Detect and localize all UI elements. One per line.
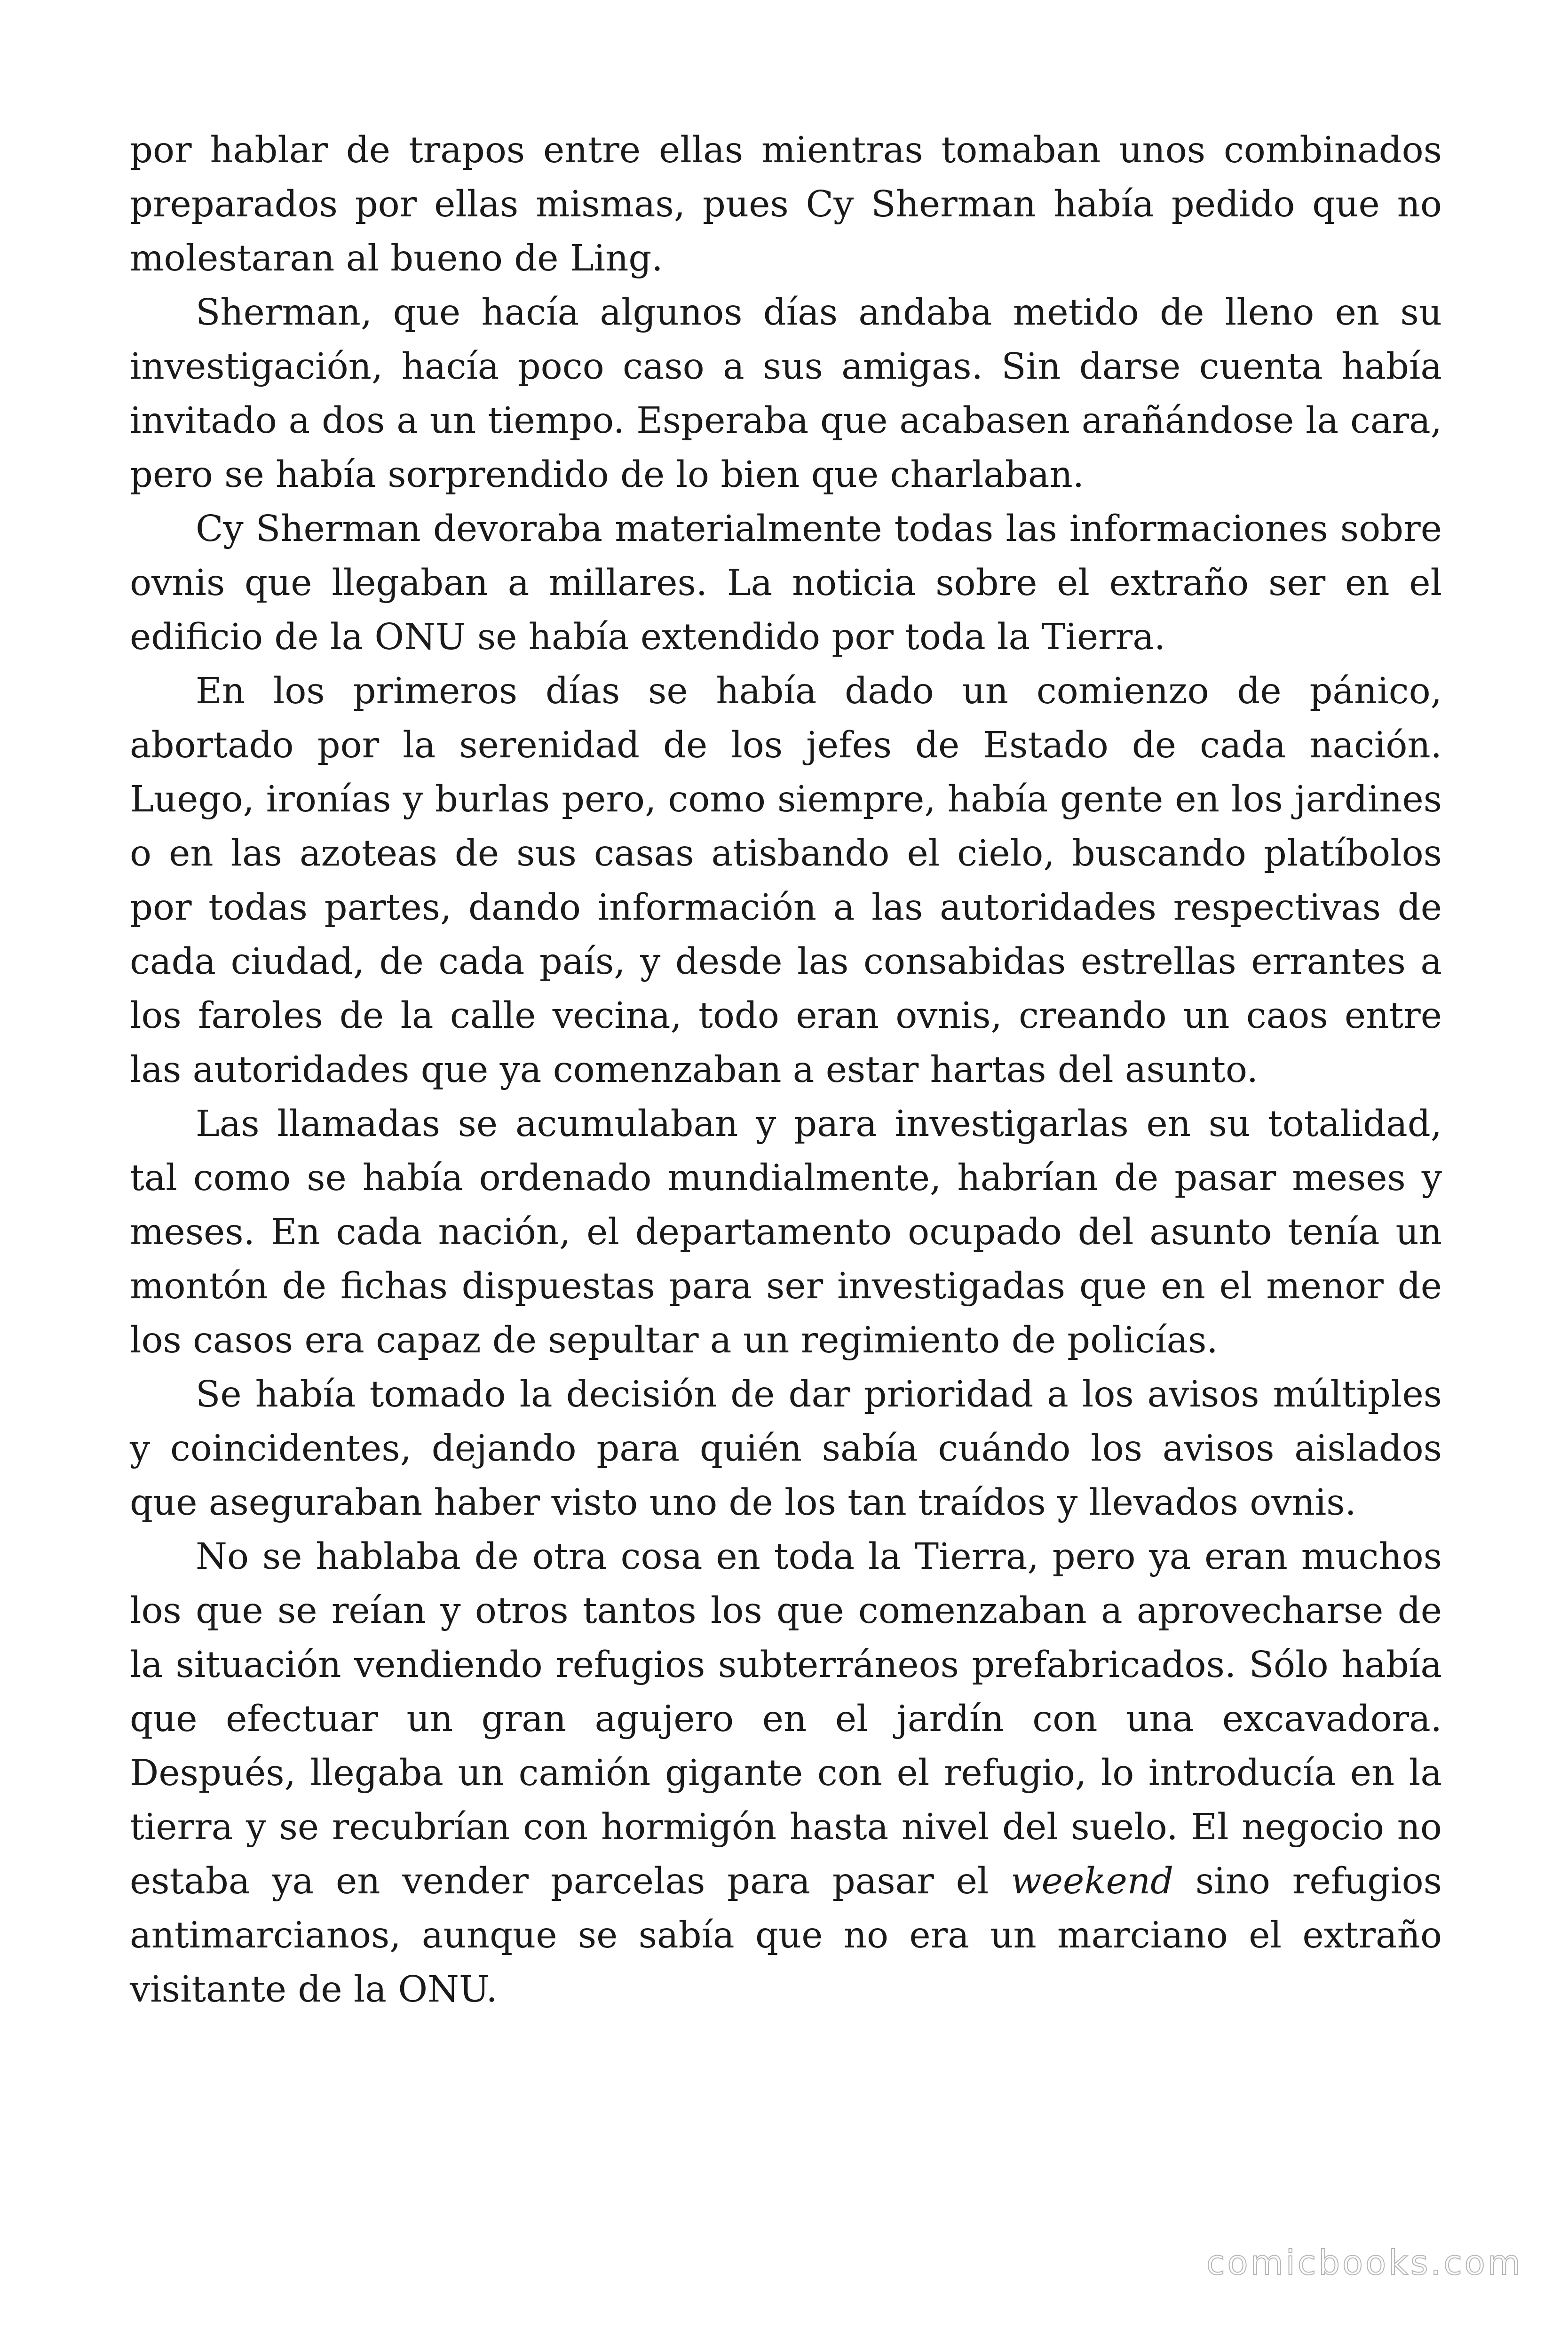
paragraph: Cy Sherman devoraba materialmente todas las informaciones sobre ovnis que llegaban a millares. La noticia sobre el extraño ser en el edificio de la ONU se había extendido por toda la Tierra. xyxy=(130,508,1442,658)
italic-word: weekend xyxy=(1011,1860,1174,1902)
watermark-logo: comicbooks.com xyxy=(1206,2243,1523,2282)
page-body xyxy=(130,123,1442,2017)
paragraph: Las llamadas se acumulaban y para investigarlas en su totalidad, tal como se había ordenado mundialmente, habrían de pasar meses y meses. En cada nación, el departamento ocupado del asunto tenía un montón de fichas dispuestas para ser investigadas que en el menor de los casos era capaz de sepultar a un regimiento de policías. xyxy=(130,1103,1442,1361)
paragraph-text: No se hablaba de otra cosa en toda la Tierra, pero ya eran muchos los que se reían y otros tantos los que comenzaban a aprovecharse de la situación vendiendo refugios subterráneos prefabricados. Sólo había que efectuar un gran agujero en el jardín con una excavadora. Después, llegaba un camión gigante con el refugio, lo introducía en la tierra y se recubrían con hormigón hasta nivel del suelo. El negocio no estaba ya en vender parcelas para pasar el xyxy=(130,1536,1442,1902)
paragraph: Se había tomado la decisión de dar prioridad a los avisos múltiples y coincidentes, dejando para quién sabía cuándo los avisos aislados que aseguraban haber visto uno de los tan traídos y llevados ovnis. xyxy=(130,1374,1442,1524)
paragraph: En los primeros días se había dado un comienzo de pánico, abortado por la serenidad de los jefes de Estado de cada nación. Luego, ironías y burlas pero, como siempre, había gente en los jardines o en las azoteas de sus casas atisbando el cielo, buscando platíbolos por todas partes, dando información a las autoridades respectivas de cada ciudad, de cada país, y desde las consabidas estrellas errantes a los faroles de la calle vecina, todo eran ovnis, creando un caos entre las autoridades que ya comenzaban a estar hartas del asunto. xyxy=(130,670,1442,1091)
paragraph: por hablar de trapos entre ellas mientras tomaban unos combinados preparados por ellas mismas, pues Cy Sherman había pedido que no molestaran al bueno de Ling. xyxy=(130,129,1442,279)
paragraph-last xyxy=(130,1530,1442,2017)
paragraph-text: sino refugios antimarcianos, aunque se sabía que no era un marciano el extraño visitante de la ONU. xyxy=(130,1860,1442,2010)
paragraph: Sherman, que hacía algunos días andaba metido de lleno en su investigación, hacía poco caso a sus amigas. Sin darse cuenta había invitado a dos a un tiempo. Esperaba que acabasen arañándose la cara, pero se había sorprendido de lo bien que charlaban. xyxy=(130,292,1442,496)
